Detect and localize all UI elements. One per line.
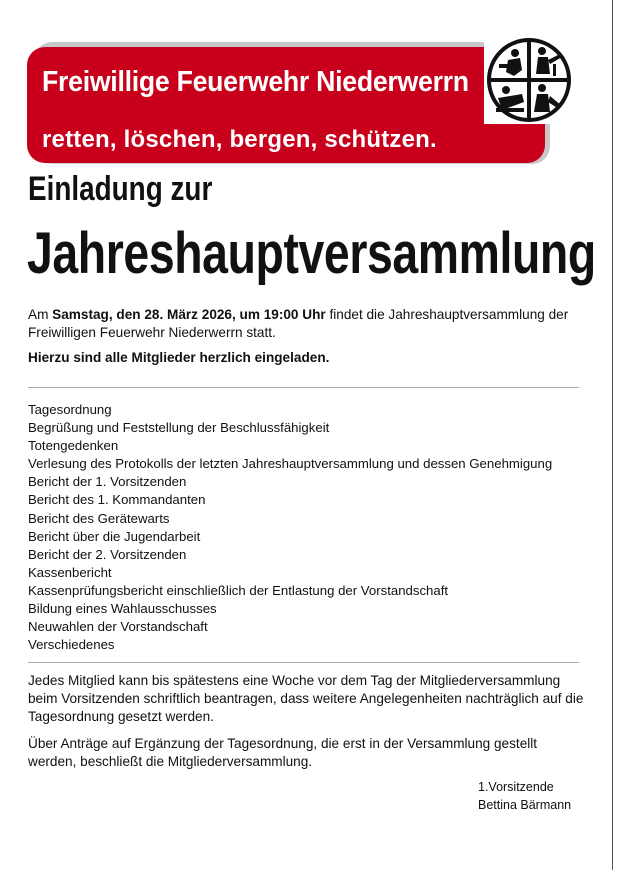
agenda-item: Bericht der 2. Vorsitzenden: [28, 546, 187, 562]
agenda-item: Kassenbericht: [28, 564, 112, 580]
organization-motto: retten, löschen, bergen, schützen.: [42, 126, 437, 153]
signature-block: [478, 778, 571, 814]
agenda-item: Bildung eines Wahlausschusses: [28, 601, 217, 617]
signature-name: Bettina Bärmann: [478, 798, 572, 812]
agenda-item: Bericht des 1. Kommandanten: [28, 492, 206, 508]
agenda-item: Neuwahlen der Vorstandschaft: [28, 619, 208, 635]
agenda-item: Bericht des Gerätewarts: [28, 510, 170, 526]
agenda-item: Verlesung des Protokolls der letzten Jahreshauptversammlung und dessen Genehmigung: [28, 456, 553, 472]
agenda-item: Totengedenken: [28, 438, 119, 454]
heading-invitation: Einladung zur: [28, 170, 213, 208]
agenda-item: Begrüßung und Feststellung der Beschlussfähigkeit: [28, 420, 330, 436]
agenda-item: Bericht über die Jugendarbeit: [28, 528, 201, 544]
divider-top: [28, 387, 579, 388]
signature-role: 1.Vorsitzende: [478, 780, 554, 794]
organization-title: Freiwillige Feuerwehr Niederwerrn: [42, 66, 469, 98]
agenda-heading: Tagesordnung: [28, 402, 112, 417]
invitation-line: Hierzu sind alle Mitglieder herzlich eingeladen.: [28, 350, 330, 365]
page-edge-rule: [612, 0, 613, 870]
divider-bottom: [28, 662, 579, 663]
agenda-item: Bericht der 1. Vorsitzenden: [28, 474, 187, 490]
agenda-item: Kassenprüfungsbericht einschließlich der Entlastung der Vorstandschaft: [28, 582, 449, 598]
intro-date: Samstag, den 28. März 2026, um 19:00 Uhr: [52, 307, 326, 322]
intro-prefix: Am: [28, 307, 53, 322]
agenda-list: [28, 401, 552, 654]
intro-suffix: findet die Jahreshauptversammlung der Freiwilligen Feuerwehr Niederwerrn statt.: [28, 307, 569, 340]
note-supplement-motions: Über Anträge auf Ergänzung der Tagesordnung, die erst in der Versammlung gestellt werden, beschließt die Mitgliederversammlung.: [28, 736, 538, 769]
heading-title: Jahreshauptversammlung: [27, 221, 596, 286]
intro-paragraph: [28, 306, 588, 342]
fire-brigade-emblem-icon: [484, 36, 574, 124]
note-agenda-requests: Jedes Mitglied kann bis spätestens eine Woche vor dem Tag der Mitgliederversammlung beim Vorsitzenden schriftlich beantragen, dass weitere Angelegenheiten nachträglich auf die Tagesordnung gesetzt werden.: [28, 673, 584, 724]
agenda-item: Verschiedenes: [28, 637, 115, 653]
